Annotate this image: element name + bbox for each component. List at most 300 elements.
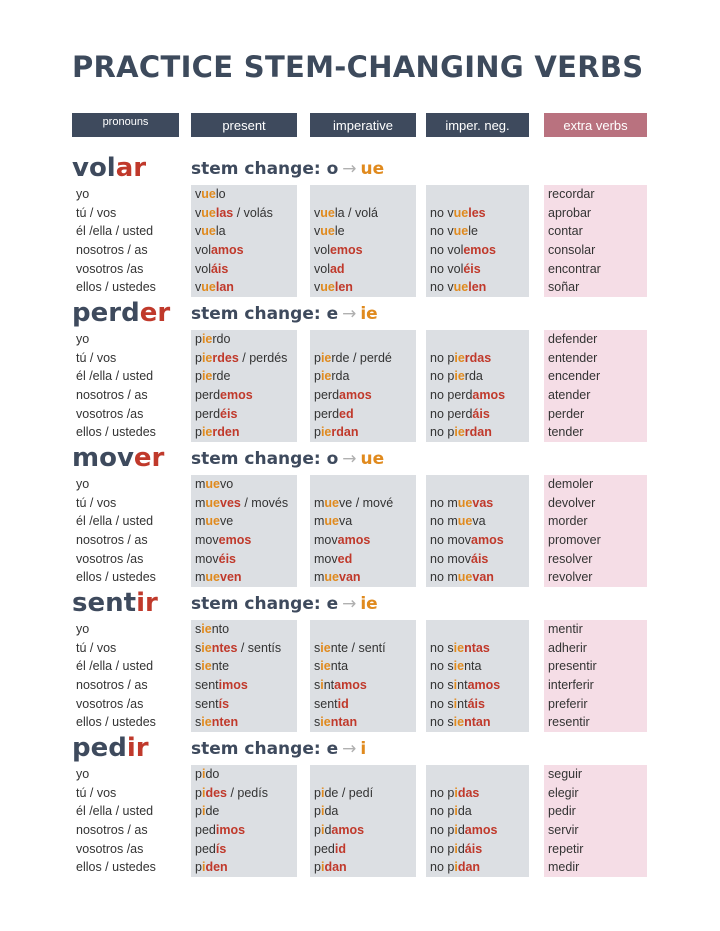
stem-change-label [191,738,366,760]
stem-change-segment: ue [320,280,335,295]
conjugation-cell [426,330,529,349]
stem-change-segment: ue [324,495,340,510]
word-segment: v [314,224,321,239]
verb-ending: ir [136,588,158,618]
ending-segment: des [205,785,227,800]
word-segment: de [205,804,220,819]
conjugation-cell [310,695,416,714]
ending-segment: nten [211,715,239,730]
conjugation-cell [426,784,529,803]
conjugation-cell [310,260,416,279]
stem-change-segment: ue [453,224,469,239]
conjugation-cell [191,676,297,695]
word-segment: p [195,332,202,346]
stem-change-segment: ue [457,495,473,510]
conjugation-cell [191,475,297,494]
word-segment: p [314,369,321,384]
conjugation-cell [310,713,416,732]
ending-segment: ís [215,841,227,856]
extra-verb-cell: demoler [548,477,594,491]
stem-change-from: e [326,594,339,614]
conjugation-cell [426,657,529,676]
word-segment: s [314,715,321,730]
stem-change-segment: ie [201,715,212,730]
conjugation-cell [426,550,529,569]
conjugation-cell [310,531,416,550]
word-segment: no p [430,350,455,365]
conjugation-cell [310,204,416,223]
ending-segment: ed [339,406,354,421]
word-segment: d [324,823,332,838]
stem-change-segment: i [201,860,206,875]
column-present [191,475,297,587]
pronoun-cell: tú / vos [76,205,117,220]
ending-segment: vas [472,495,494,510]
word-segment: la [215,224,226,239]
pronoun-cell: él /ella / usted [76,369,154,384]
word-segment: ve [220,514,234,529]
verb-stem: sent [72,588,137,618]
extra-verb-cell: consolar [548,243,596,258]
ending-segment: amos [471,533,504,548]
stem-change-segment: ue [205,495,221,510]
arrow-icon: → [342,739,357,759]
stem-change-segment: ie [453,640,465,655]
extra-verb-cell: promover [548,533,601,548]
conjugation-cell [191,784,297,803]
arrow-icon: → [342,159,357,179]
word-segment: nta [330,659,349,674]
ending-segment: emos [463,243,497,258]
word-segment: p [314,350,321,365]
word-segment: p [195,860,202,875]
stem-change-segment: i [320,823,325,838]
stem-change-to: i [360,739,367,759]
conjugation-cell [191,185,297,204]
conjugation-cell [191,204,297,223]
word-segment: va [339,514,353,529]
header-present: present [191,113,297,137]
conjugation-cell [191,840,297,859]
column-negative [426,765,529,877]
conjugation-cell [426,821,529,840]
word-segment: p [195,369,202,384]
word-segment: no p [430,841,455,856]
extra-verb-cell: medir [548,860,580,875]
stem-change-label [191,303,378,325]
stem-change-to: ue [360,159,385,179]
column-imperative [310,475,416,587]
word-segment: rdo [212,332,231,346]
pronoun-cell: nosotros / as [76,388,148,403]
word-segment: s [314,640,321,655]
stem-change-segment: ie [453,715,465,730]
stem-change-segment: i [454,785,458,800]
word-segment: vol [314,261,330,276]
conjugation-cell [426,349,529,368]
extra-verb-cell: encender [548,369,601,384]
ending-segment: ven [220,570,242,585]
column-pron [72,330,179,442]
conjugation-cell [310,423,416,442]
word-segment: m [314,495,325,510]
word-segment: nte [211,659,230,674]
column-present [191,330,297,442]
conjugation-cell [426,185,529,204]
stem-change-segment: ie [201,659,212,674]
word-segment: sent [314,696,338,711]
pronoun-cell: ellos / ustedes [76,570,156,585]
extra-verb-cell: aprobar [548,205,592,220]
conjugation-cell [426,475,529,494]
conjugation-cell [191,349,297,368]
conjugation-cell [310,784,416,803]
extra-verb-cell: morder [548,514,588,529]
word-segment: mov [195,533,219,548]
conjugation-cell [310,241,416,260]
word-segment: no m [430,495,458,510]
word-segment: p [314,425,321,440]
word-segment: p [195,350,202,365]
verb-ending: er [139,298,171,328]
column-negative [426,330,529,442]
conjugation-cell [310,512,416,531]
conjugation-cell [191,657,297,676]
stem-change-segment: ue [320,205,335,220]
column-present [191,185,297,297]
word-segment: no mov [430,551,471,566]
word-segment: / mové [352,495,394,510]
conjugation-cell [426,676,529,695]
stem-change-segment: ue [201,224,216,239]
conjugation-cell [191,386,297,405]
pronoun-cell: nosotros / as [76,678,148,693]
word-segment: nt [323,678,335,693]
column-imperative [310,620,416,732]
pronoun-cell: tú / vos [76,640,117,655]
conjugation-cell [191,330,297,349]
pronoun-cell: ellos / ustedes [76,280,156,295]
stem-change-segment: ie [201,622,212,636]
stem-change-segment: ie [201,332,213,346]
conjugation-cell [191,550,297,569]
conjugation-cell [191,367,297,386]
stem-change-segment: ie [320,425,332,440]
ending-segment: áis [464,841,483,856]
word-segment: no m [430,514,458,529]
page-title: PRACTICE STEM-CHANGING VERBS [72,50,644,84]
word-segment: no p [430,804,455,819]
extra-verb-cell: perder [548,406,585,421]
word-segment: p [195,425,202,440]
stem-change-segment: i [320,785,325,800]
word-segment: / volá [344,205,378,220]
conjugation-cell [426,405,529,424]
ending-segment: id [334,841,346,856]
ending-segment: rdan [331,425,359,440]
word-segment: / volás [233,205,273,220]
word-segment: ped [195,823,216,838]
word-segment: mov [195,551,219,566]
verb-ending: ir [126,733,149,763]
pronoun-cell: vosotros /as [76,406,144,421]
word-segment: / perdé [349,350,392,365]
ending-segment: áis [467,696,485,711]
ending-segment: das [457,785,480,800]
column-extra [544,475,647,587]
stem-change-segment: i [454,841,458,856]
conjugation-cell [426,222,529,241]
conjugation-cell [191,620,297,639]
conjugation-cell [191,821,297,840]
conjugation-cell [426,568,529,587]
conjugation-cell [191,695,297,714]
stem-change-text: stem change: [191,739,327,759]
stem-change-segment: i [201,767,206,781]
word-segment: no vol [430,261,464,276]
extra-verb-cell: devolver [548,495,596,510]
stem-change-segment: ie [453,659,465,674]
stem-change-segment: i [453,696,458,711]
stem-change-segment: ie [454,369,465,384]
conjugation-cell [426,494,529,513]
conjugation-cell [310,405,416,424]
word-segment: m [195,477,206,491]
ending-segment: les [468,205,486,220]
extra-verb-cell: resolver [548,551,593,566]
ending-segment: dan [457,860,481,875]
pronoun-cell: ellos / ustedes [76,860,156,875]
pronoun-cell: yo [76,622,90,636]
stem-change-segment: ue [457,514,473,529]
word-segment: vo [220,477,234,491]
word-segment: no perd [430,406,473,421]
stem-change-label [191,448,384,470]
ending-segment: amos [334,678,367,693]
stem-change-segment: i [454,804,458,819]
word-segment: va [472,514,486,529]
word-segment: nt [457,678,468,693]
stem-change-segment: ue [320,224,335,239]
ending-segment: emos [218,533,252,548]
pronoun-cell: él /ella / usted [76,514,154,529]
word-segment: v [195,280,202,295]
stem-change-from: e [326,739,339,759]
word-segment: no s [430,640,454,655]
stem-change-segment: ie [320,659,331,674]
header-extra-verbs: extra verbs [544,113,647,137]
ending-segment: lan [215,280,234,295]
conjugation-cell [191,423,297,442]
conjugation-cell [426,367,529,386]
pronoun-cell: tú / vos [76,785,117,800]
conjugation-cell [310,765,416,784]
stem-change-segment: ue [453,280,469,295]
conjugation-cell [310,367,416,386]
conjugation-cell [426,386,529,405]
pronoun-cell: yo [76,477,90,491]
ending-segment: ntas [464,640,490,655]
word-segment: perd [314,388,340,403]
stem-change-segment: ie [320,715,331,730]
conjugation-cell [310,386,416,405]
word-segment: s [314,659,321,674]
conjugation-cell [310,840,416,859]
ending-segment: éis [220,406,238,421]
verb-heading [72,153,146,183]
stem-change-from: o [326,449,339,469]
word-segment: p [195,785,202,800]
pronoun-cell: vosotros /as [76,261,144,276]
column-extra [544,330,647,442]
extra-verb-cell: soñar [548,280,580,295]
conjugation-cell [191,531,297,550]
word-segment: lo [215,187,226,201]
conjugation-cell [191,512,297,531]
conjugation-cell [426,765,529,784]
pronoun-cell: yo [76,187,90,201]
stem-change-label [191,593,378,615]
ending-segment: amos [464,823,498,838]
pronoun-cell: tú / vos [76,350,117,365]
extra-verb-cell: tender [548,425,584,440]
extra-verb-cell: revolver [548,570,593,585]
word-segment: vol [195,261,211,276]
word-segment: v [195,187,202,201]
conjugation-cell [191,639,297,658]
word-segment: no s [430,678,454,693]
conjugation-cell [191,765,297,784]
word-segment: p [314,823,321,838]
stem-change-to: ue [360,449,385,469]
conjugation-cell [191,713,297,732]
arrow-icon: → [342,594,357,614]
column-extra [544,765,647,877]
stem-change-segment: i [454,823,458,838]
word-segment: no p [430,425,455,440]
word-segment: sent [195,678,219,693]
word-segment: vol [195,243,211,258]
verb-stem: perd [72,298,140,328]
verb-heading [72,588,158,618]
verb-ending: er [133,443,165,473]
stem-change-segment: ue [453,205,469,220]
word-segment: m [314,570,325,585]
conjugation-cell [191,241,297,260]
ending-segment: éis [463,261,481,276]
conjugation-cell [310,185,416,204]
stem-change-from: e [326,304,339,324]
ending-segment: rdas [464,350,492,365]
extra-verb-cell: contar [548,224,583,239]
conjugation-cell [426,512,529,531]
conjugation-cell [310,475,416,494]
conjugation-cell [426,639,529,658]
word-segment: p [314,860,321,875]
conjugation-cell [426,241,529,260]
word-segment: mov [314,533,338,548]
extra-verb-cell: encontrar [548,261,601,276]
word-segment: no s [430,696,454,711]
word-segment: no s [430,715,454,730]
word-segment: perd [195,406,221,421]
extra-verb-cell: mentir [548,622,583,636]
word-segment: le [334,224,345,239]
extra-verb-cell: recordar [548,187,595,201]
ending-segment: len [468,280,487,295]
conjugation-cell [191,405,297,424]
arrow-icon: → [342,304,357,324]
column-negative [426,620,529,732]
word-segment: perd [195,388,221,403]
conjugation-cell [426,620,529,639]
ending-segment: rdes [212,350,239,365]
word-segment: s [195,659,202,674]
ending-segment: amos [337,533,371,548]
word-segment: ve [339,495,353,510]
ending-segment: áis [471,551,489,566]
word-segment: m [314,514,325,529]
conjugation-cell [191,260,297,279]
word-segment: de [324,785,339,800]
word-segment: m [195,570,206,585]
verb-stem: vol [72,153,116,183]
word-segment: s [195,640,202,655]
word-segment: ped [314,841,335,856]
conjugation-cell [191,222,297,241]
ending-segment: ntan [464,715,491,730]
stem-change-from: o [326,159,339,179]
column-imperative [310,765,416,877]
stem-change-segment: ie [454,425,465,440]
word-segment: / movés [240,495,289,510]
word-segment: no p [430,860,455,875]
pronoun-cell: ellos / ustedes [76,715,156,730]
word-segment: nt [457,696,468,711]
verb-stem: mov [72,443,134,473]
ending-segment: ntan [330,715,358,730]
word-segment: v [195,205,202,220]
word-segment: m [195,514,206,529]
word-segment: le [468,224,478,239]
extra-verb-cell: preferir [548,696,588,711]
ending-segment: ís [218,696,230,711]
word-segment: p [314,804,321,819]
stem-change-segment: ue [324,514,340,529]
conjugation-cell [426,695,529,714]
word-segment: no vol [430,243,464,258]
conjugation-cell [310,858,416,877]
ending-segment: áis [472,406,490,421]
conjugation-cell [310,657,416,676]
verb-heading [72,733,149,763]
conjugation-cell [310,550,416,569]
word-segment: da [457,804,472,819]
stem-change-segment: ue [205,477,221,491]
pronoun-cell: yo [76,332,90,346]
extra-verb-cell: servir [548,823,579,838]
conjugation-cell [310,330,416,349]
stem-change-segment: ue [201,280,216,295]
word-segment: s [195,715,202,730]
stem-change-segment: ue [205,514,221,529]
word-segment: m [195,495,206,510]
column-extra [544,185,647,297]
column-pron [72,765,179,877]
conjugation-cell [310,802,416,821]
conjugation-cell [310,639,416,658]
verb-ending: ar [115,153,147,183]
